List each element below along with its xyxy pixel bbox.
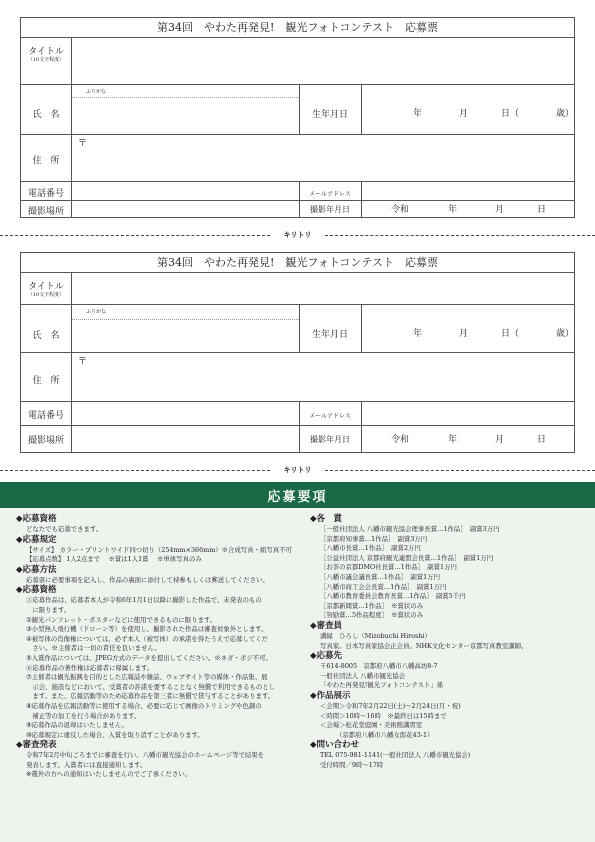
postal-mark: 〒 [78, 139, 88, 149]
section-text: ＜会期＞令和7年2月22日(土)～2月24日(月・祝) ＜時間＞10時～16時 ※最終日は15時まで ＜会場＞松花堂庭園・美術館講習室 （京都府八幡市八幡女郎花43-1） [320, 701, 461, 739]
shot-year: 年 [448, 435, 458, 445]
shot-month: 月 [495, 205, 505, 215]
shot-date-label: 撮影年月日 [310, 435, 350, 444]
entry-form-2 [20, 252, 575, 453]
name-input[interactable] [72, 98, 299, 134]
birth-month: 月 [459, 109, 469, 119]
shot-month: 月 [495, 435, 505, 445]
section-text: 応募票に必要事項を記入し、作品の裏面に添付して持参もしくは郵送してください。 [26, 575, 269, 584]
section-text: TEL 075-981-1141(一般社団法人 八幡市観光協会) 受付時間／9時～17時 [320, 751, 471, 769]
name-label: 氏 名 [32, 110, 60, 120]
section-heading: ◆問い合わせ [310, 740, 360, 751]
left-section [16, 585, 306, 740]
guidelines [0, 508, 595, 842]
title-note: （10文字程度） [27, 57, 65, 63]
section-heading: ◆応募資格 [16, 514, 57, 524]
section-text: ［一般社団法人 八幡市観光協会理事長賞…1作品］ 副賞3万円 ［京都府知事賞…1作品］ 副賞3万円 ［八幡市長賞…1作品］ 副賞2万円 ［公益社団法人 京都府観光連盟会長賞…1作品］ 副賞1万円 ［お茶の京都DMO社長賞…1作品］ 副賞1万円 ［八幡市議会議長賞…1作品］ 副賞1万円 ［八幡市商工会会長賞…1作品］ 副賞1万円 ［八幡市教育委員会教育長賞…1作品］ 副賞5千円 ［京都新聞賞…1作品］ ※賞状のみ ［努励賞…5作品程度］ ※賞状のみ [320, 525, 500, 620]
right-section [310, 740, 585, 770]
cut-line-1 [0, 230, 595, 240]
section-text: 〒614-8005 京都府八幡市八幡高坊8-7 一般社団法人 八幡市観光協会 「やわた再発見!観光フォトコンテスト」係 [320, 662, 444, 690]
email-input[interactable] [362, 402, 574, 425]
section-header [0, 482, 595, 508]
name-label: 氏 名 [32, 331, 60, 341]
title-input[interactable] [72, 273, 574, 319]
shot-year: 年 [448, 205, 458, 215]
address-label: 住 所 [32, 376, 60, 386]
shot-era: 令和 [391, 205, 410, 215]
shot-day: 日 [537, 205, 547, 215]
left-section [16, 535, 306, 565]
section-heading: ◆作品展示 [310, 690, 351, 701]
left-section [16, 740, 306, 780]
section-heading: ◆応募方法 [16, 564, 57, 575]
left-column [16, 514, 306, 780]
address-label: 住 所 [32, 156, 60, 166]
location-label: 撮影場所 [27, 207, 64, 217]
name-input[interactable] [72, 320, 299, 352]
section-heading: ◆審査員 [310, 620, 343, 631]
section-heading: ◆応募先 [310, 651, 343, 662]
phone-label: 電話番号 [27, 189, 64, 199]
section-text: 【サイズ】 カラー・プリントワイド四つ切り（254mm×366mm）※合成写真・組写真不可 【応募点数】 1人2点まで ※賞は1人1賞 ※単体写真のみ [26, 545, 292, 564]
title-input[interactable] [72, 38, 574, 84]
right-section [310, 651, 585, 691]
shot-era: 令和 [391, 435, 410, 445]
birth-year: 年 [413, 329, 423, 339]
section-title: 応募要項 [267, 490, 328, 505]
location-input[interactable] [72, 426, 299, 453]
right-section [310, 621, 585, 651]
shot-day: 日 [537, 435, 547, 445]
birth-month: 月 [459, 329, 469, 339]
form-title: 第34回 やわた再発見! 観光フォトコンテスト 応募票 [157, 256, 438, 269]
section-heading: ◆各 賞 [310, 514, 343, 524]
shot-date-label: 撮影年月日 [310, 205, 350, 214]
birth-age: 歳） [556, 329, 575, 339]
form-title: 第34回 やわた再発見! 観光フォトコンテスト 応募票 [157, 21, 438, 34]
address-input[interactable] [72, 135, 574, 181]
email-label: メールアドレス [309, 191, 351, 198]
section-text: 溝縁 ひろし（Mizobuchi Hiroshi） 写真家。日本写真家協会正会員。NHK文化センター京都写真教室講師。 [320, 631, 528, 650]
left-section [16, 514, 306, 535]
phone-label: 電話番号 [27, 411, 64, 421]
furigana-label: ふりがな [85, 309, 106, 315]
email-input[interactable] [362, 182, 574, 200]
phone-input[interactable] [72, 182, 299, 200]
title-label: タイトル [28, 47, 64, 57]
birth-label: 生年月日 [311, 330, 348, 340]
phone-input[interactable] [72, 402, 299, 425]
cut-label: キリトリ [283, 231, 312, 239]
cut-line-2 [0, 465, 595, 475]
section-text: ①応募作品は、応募者本人が令和6年1月1日以降に撮影した作品で、未発表のもの に限ります。 ②観光パンフレット・ポスターなどに使用できるものに限ります。 ③小型無人飛行機（ドローン等）を使用し、撮影された作品は審査対象外とします。 ④被写体の肖像権については、必ず本人（被写体）の承諾を得たうえで応募してくだ さい。※主催者は一切の責任を負いません。 ⑤入賞作品については、JPEG方式のデータを提出してください。※ネガ・ポジ不可。 ⑥応募作品の著作権は応募者に帰属します。 ⑦主催者は観光振興を目的とした広報誌や雑誌、ウェブサイト等の媒体・作品集、展 示会、施設などにおいて、受賞者の許諾を要することなく無償で利用できるものとし ます。また、広報活動等のため応募作品を第三者に無償で貸与することがあります。 ⑧応募作品を広報活動等に使用する場合、必要に応じて画像のトリミングや色調の 補正等の加工を行う場合があります。 ⑨応募作品の返却はいたしません。 ⑩応募規定に違反した場合、入賞を取り消すことがあります。 [26, 596, 276, 739]
left-section [16, 565, 306, 586]
section-heading: ◆審査発表 [16, 740, 57, 751]
section-heading: ◆応募規定 [16, 534, 57, 545]
address-input[interactable] [72, 353, 574, 401]
title-note: （10文字程度） [27, 292, 65, 298]
birth-day: 日（ [501, 109, 520, 119]
birth-label: 生年月日 [311, 110, 348, 120]
location-label: 撮影場所 [27, 436, 64, 446]
right-column [310, 514, 585, 770]
title-label: タイトル [28, 282, 64, 292]
right-section [310, 514, 585, 621]
entry-form-1 [20, 17, 575, 218]
birth-age: 歳） [556, 109, 575, 119]
section-text: どなたでも応募できます。 [26, 525, 103, 533]
furigana-label: ふりがな [85, 89, 106, 95]
postal-mark: 〒 [78, 357, 88, 367]
cut-label: キリトリ [283, 466, 312, 474]
location-input[interactable] [72, 201, 299, 218]
birth-year: 年 [413, 109, 423, 119]
section-heading: ◆応募資格 [16, 585, 57, 596]
right-section [310, 691, 585, 740]
email-label: メールアドレス [309, 413, 351, 420]
birth-day: 日（ [501, 329, 520, 339]
section-text: 令和7年2月中旬ごろまでに審査を行い、八幡市観光協会のホームページ等で結果を 発表します。入賞者には直接通知します。 ※選外の方への通知はいたしませんのでご了承ください。 [26, 751, 265, 779]
